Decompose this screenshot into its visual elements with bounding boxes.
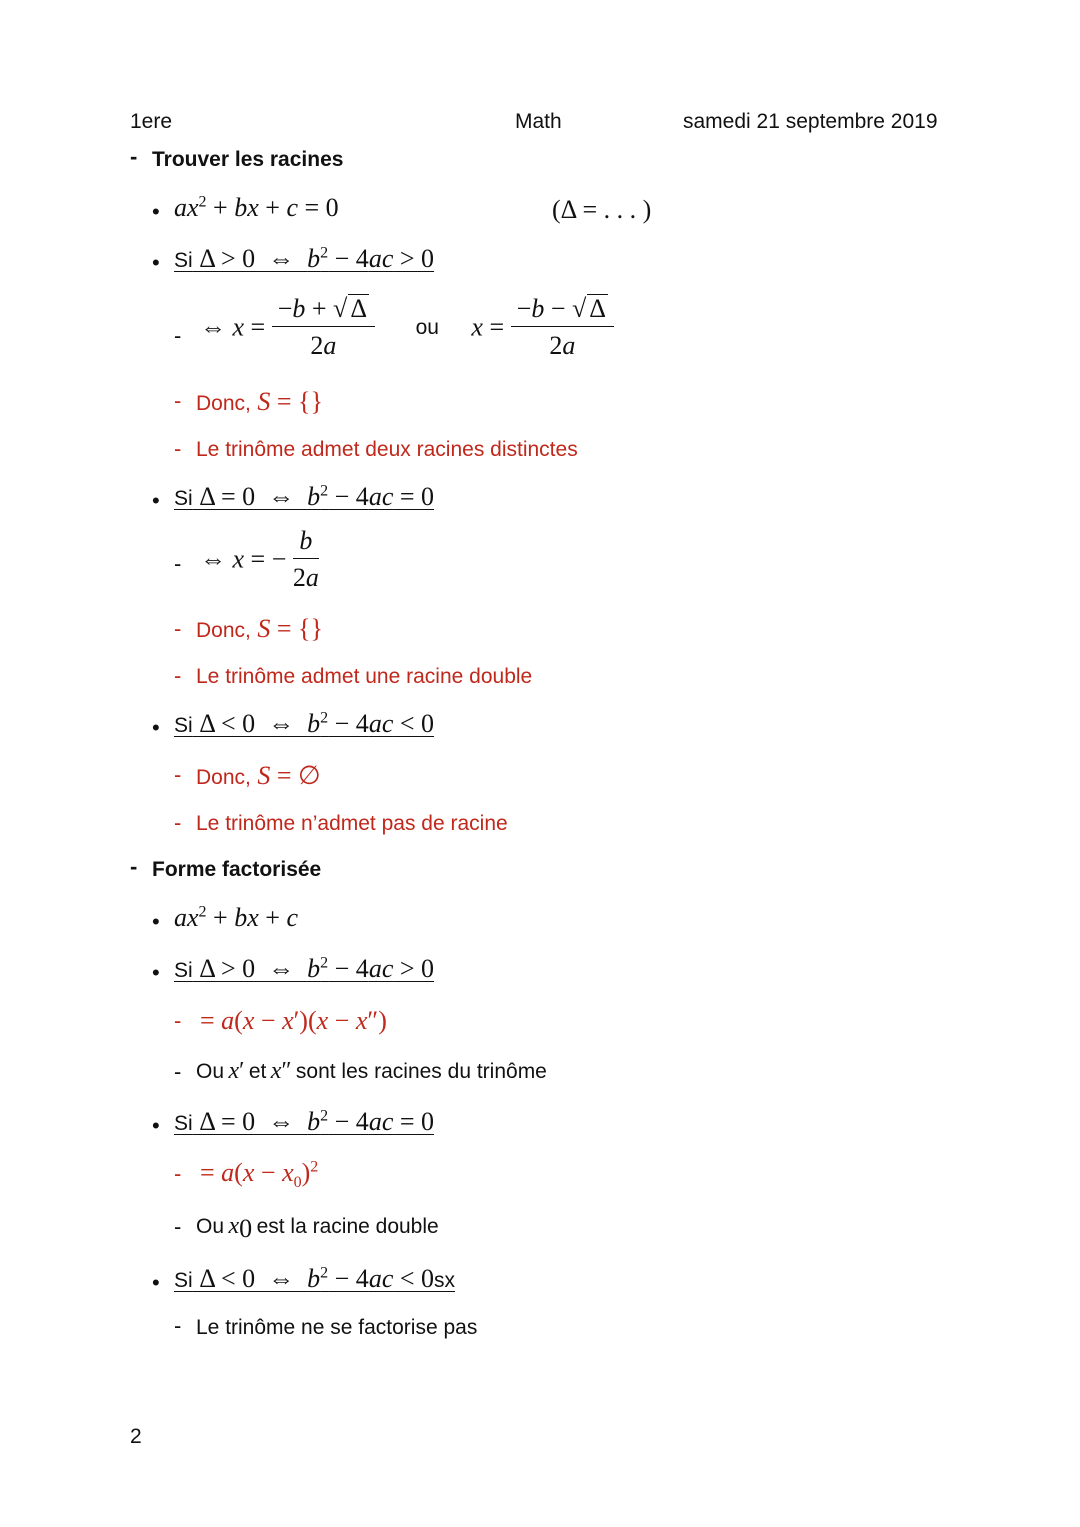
bullet: •: [152, 715, 160, 740]
dash: -: [174, 323, 182, 348]
factor-case-zero: Si Δ = 0 ⇔ $b^2 - 4ac = 0$: [174, 1107, 435, 1136]
solution-set-negative: Donc, S = ∅: [196, 761, 321, 790]
header-date: samedi 21 septembre 2019: [683, 110, 938, 133]
si-label: Si: [174, 249, 193, 272]
factored-form-double-root: = $a(x - x_0)^2$: [200, 1158, 319, 1192]
header-subject: Math: [515, 110, 562, 133]
dash: -: [174, 551, 182, 576]
bullet: •: [152, 909, 160, 934]
equation-quadratic: $ax^2$ + bx + c = 0: [174, 193, 339, 222]
conclusion-no-root: Le trinôme n’admet pas de racine: [196, 812, 508, 835]
dash: -: [174, 1161, 182, 1186]
conclusion-no-factorisation: Le trinôme ne se factorise pas: [196, 1316, 478, 1339]
bullet: •: [152, 1270, 160, 1295]
dash: -: [174, 436, 182, 461]
case-delta-negative: Si Δ < 0 ⇔ $b^2 - 4ac < 0$: [174, 709, 435, 738]
fraction-double-root: $\frac{b}{2a}$: [292, 526, 319, 592]
bullet: •: [152, 250, 160, 275]
bullet: •: [152, 1113, 160, 1138]
fraction-root-plus: $\frac{-b + √ \Delta}{2a}$: [272, 294, 375, 361]
conclusion-double-root: Le trinôme admet une racine double: [196, 665, 533, 688]
delta-note: (Δ = . . . ): [552, 195, 652, 224]
bullet: •: [152, 960, 160, 985]
bullet: •: [152, 199, 160, 224]
roots-explanation: Ou x′ et x″ sont les racines du trinôme: [196, 1058, 547, 1084]
dash: -: [174, 762, 182, 787]
case-delta-positive: Si Δ > 0 ⇔ $b^2 - 4ac > 0$: [174, 244, 435, 273]
dash: -: [174, 1059, 182, 1084]
solution-set-positive: Donc, S = {}: [196, 387, 323, 416]
dash: -: [174, 1008, 182, 1033]
dash: -: [174, 616, 182, 641]
factor-case-positive: Si Δ > 0 ⇔ $b^2 - 4ac > 0$: [174, 954, 435, 983]
double-root-formula: ⇔ x = − $\frac{b}{2a}$: [200, 526, 319, 592]
fraction-root-minus: $\frac{-b - √ \Delta}{2a}$: [511, 294, 614, 361]
bullet: •: [152, 488, 160, 513]
double-root-explanation: Ou $x_0$ est la racine double: [196, 1213, 439, 1244]
dash: -: [174, 810, 182, 835]
dash: -: [174, 1214, 182, 1239]
dash: -: [174, 663, 182, 688]
expression-quadratic: $ax^2$ + bx + c: [174, 903, 298, 932]
page-number: 2: [130, 1425, 142, 1448]
roots-formula: ⇔ x = $\frac{-b + √ \Delta}{2a}$ ou x = $\frac{-b - √ \Delta}{2a}$: [200, 294, 614, 361]
factored-form-two-roots: = a(x − x′)(x − x″): [200, 1006, 387, 1035]
header-class: 1ere: [130, 110, 173, 133]
conclusion-two-roots: Le trinôme admet deux racines distinctes: [196, 438, 578, 461]
section-title-factorisee: Forme factorisée: [152, 858, 322, 881]
section-dash: -: [130, 854, 138, 879]
dash: -: [174, 1313, 182, 1338]
section-title-racines: Trouver les racines: [152, 148, 344, 171]
or-label: ou: [415, 315, 439, 339]
solution-set-zero: Donc, S = {}: [196, 614, 323, 643]
dash: -: [174, 388, 182, 413]
case-delta-zero: Si Δ = 0 ⇔ $b^2 - 4ac = 0$: [174, 482, 435, 511]
factor-case-negative: Si Δ < 0 ⇔ $b^2 - 4ac < 0sx$: [174, 1264, 456, 1293]
section-dash: -: [130, 144, 138, 169]
